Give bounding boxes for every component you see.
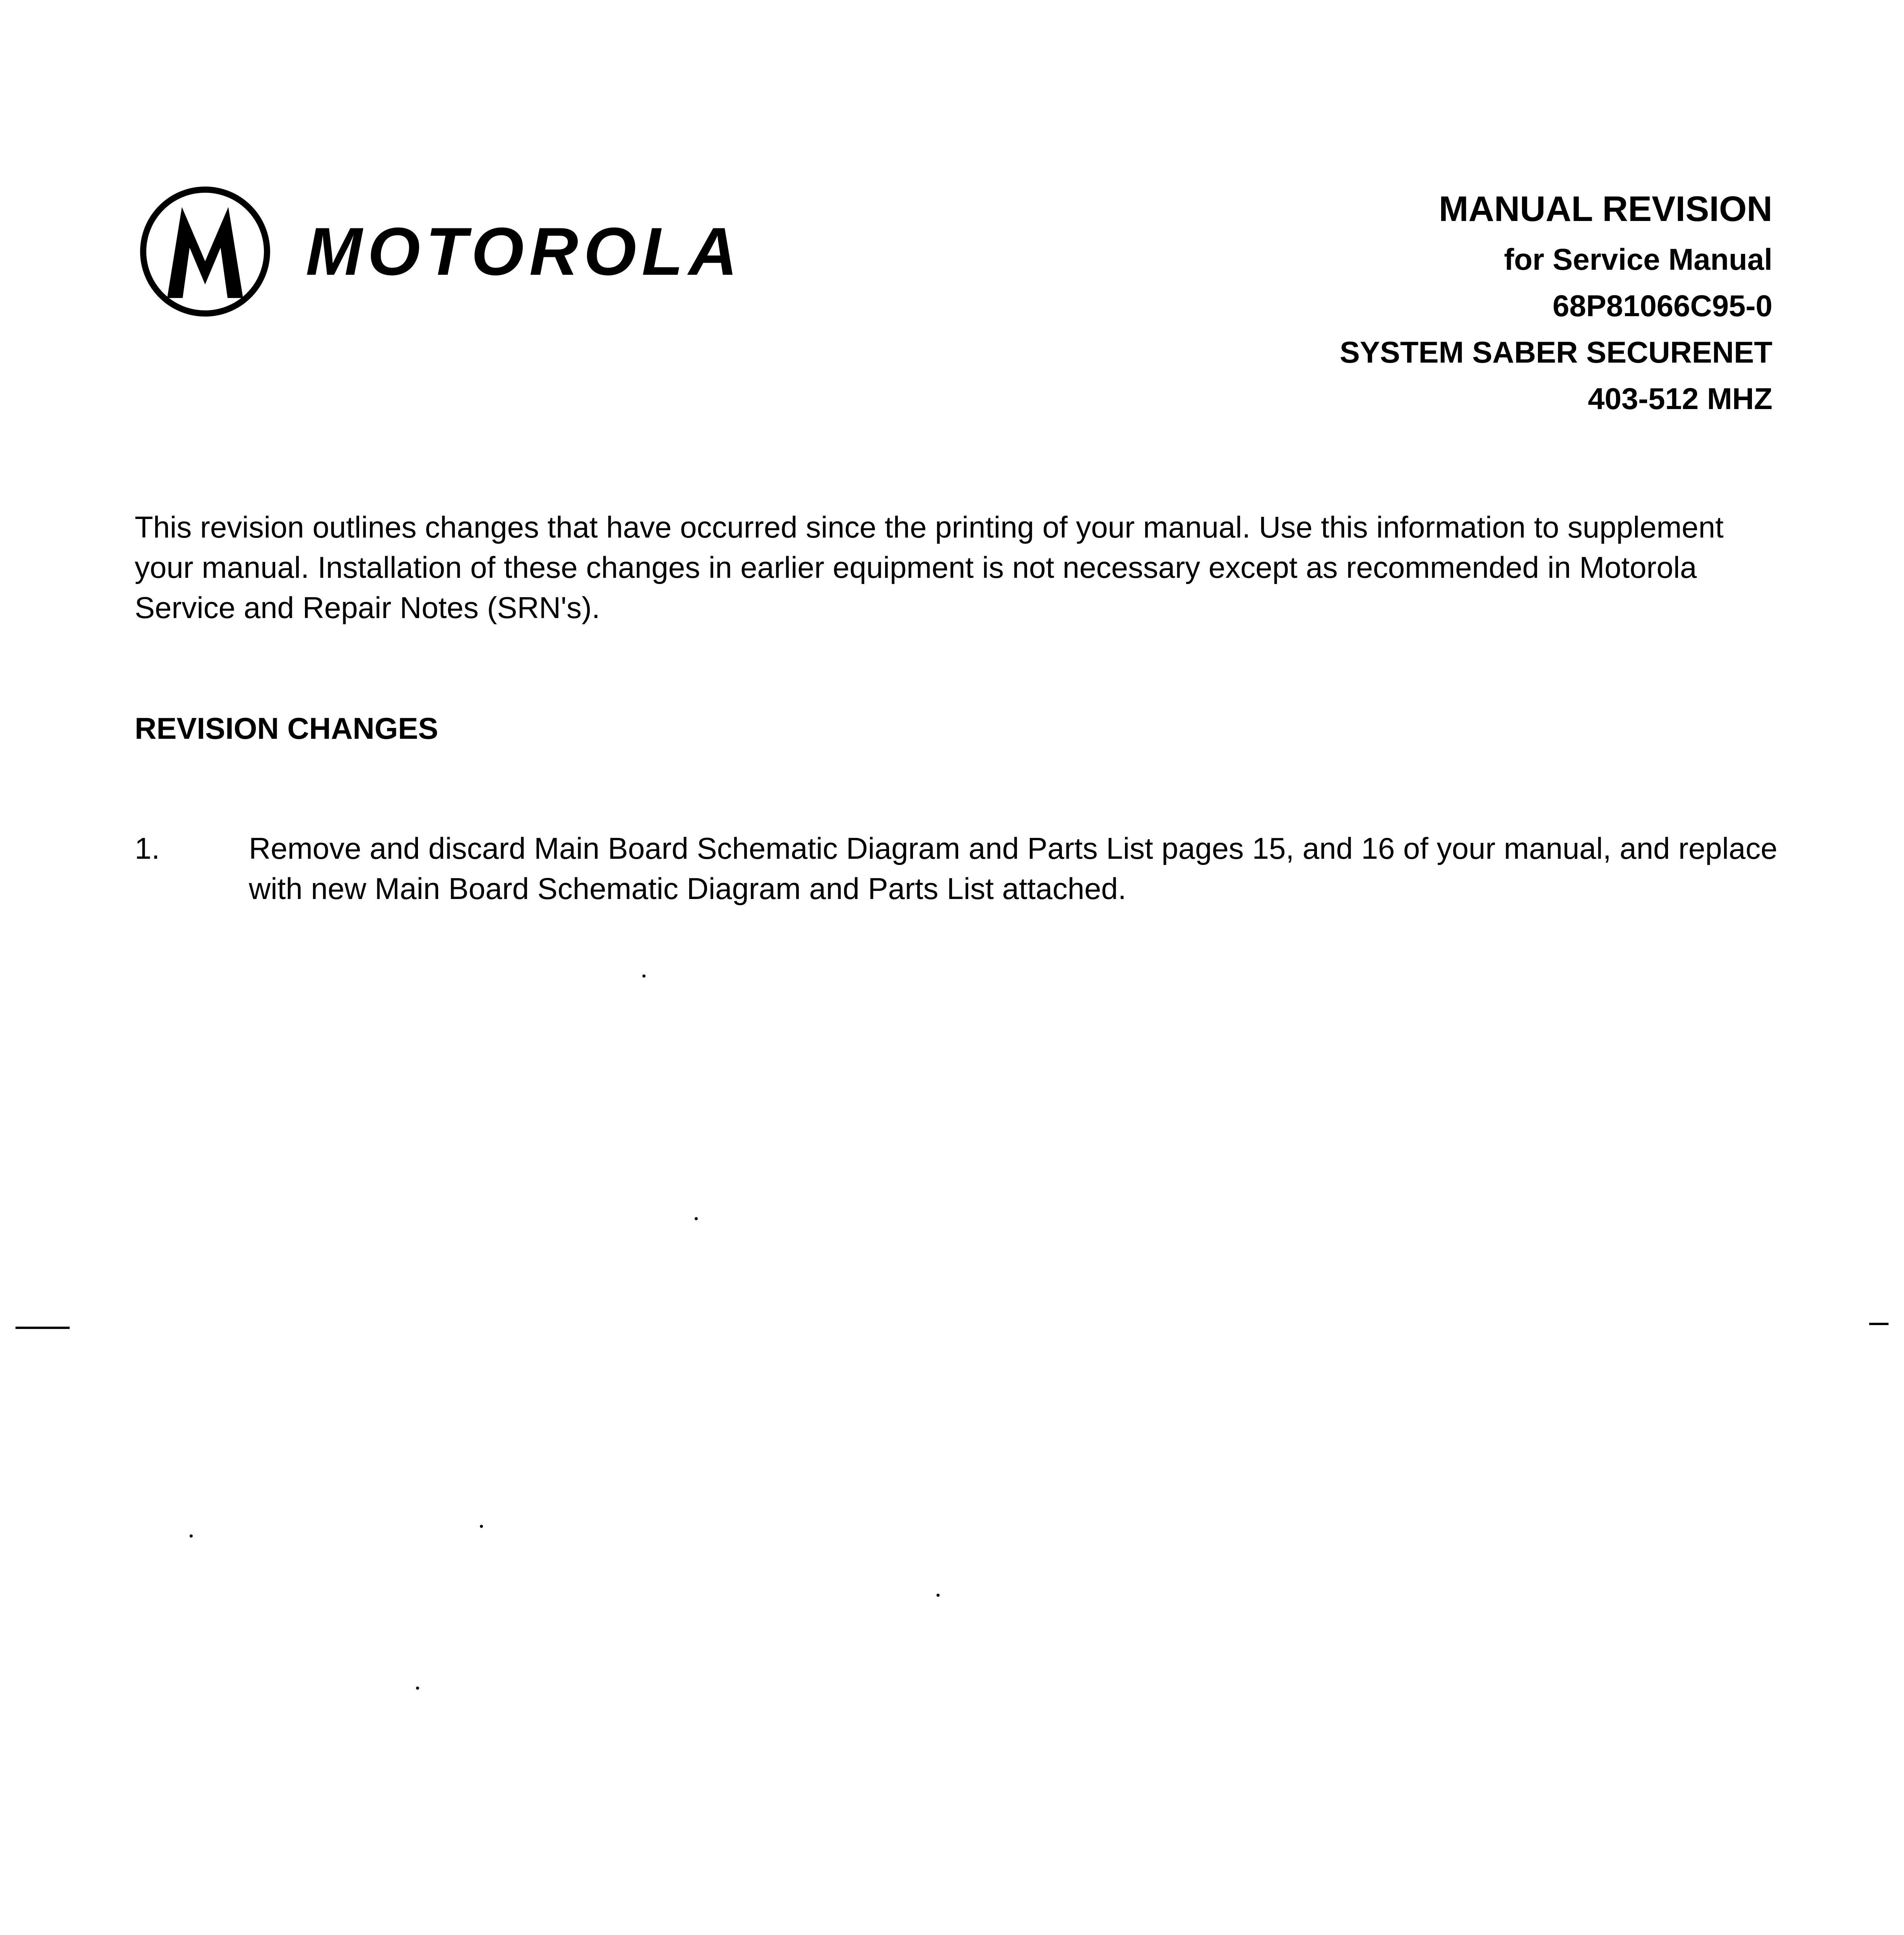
scan-speck [480, 1525, 483, 1528]
intro-paragraph: This revision outlines changes that have occurred since the printing of your manual. Use this information to supplement your manual. Installation of these changes in earlier equipment is not necessary except as recommended in Motorola Service and Repair Notes (SRN's). [135, 510, 1724, 625]
motorola-logo [139, 170, 797, 333]
manual-revision-title: MANUAL REVISION [1438, 189, 1772, 229]
service-manual-label: for Service Manual [1504, 242, 1772, 276]
revision-item-number: 1. [135, 831, 160, 865]
right-margin-mark [1869, 1323, 1889, 1325]
scan-speck [695, 1217, 698, 1220]
frequency-range: 403-512 MHZ [1588, 382, 1772, 416]
motorola-batwing-logo-icon [139, 170, 797, 333]
scan-speck [190, 1534, 193, 1538]
product-name: SYSTEM SABER SECURENET [1339, 335, 1772, 369]
manual-number: 68P81066C95-0 [1552, 289, 1772, 323]
revision-item [135, 828, 1779, 909]
scan-speck [937, 1594, 940, 1597]
brand-wordmark: MOTOROLA [306, 214, 743, 289]
scan-speck [642, 974, 646, 978]
revision-item-text: Remove and discard Main Board Schematic Diagram and Parts List pages 15, and 16 of your manual, and replace with new Main Board Schematic Diagram and Parts List attached. [249, 831, 1777, 906]
scan-speck [416, 1687, 419, 1690]
left-margin-mark [15, 1327, 70, 1329]
revision-title-block [1340, 182, 1772, 422]
revision-changes-heading: REVISION CHANGES [135, 711, 438, 745]
